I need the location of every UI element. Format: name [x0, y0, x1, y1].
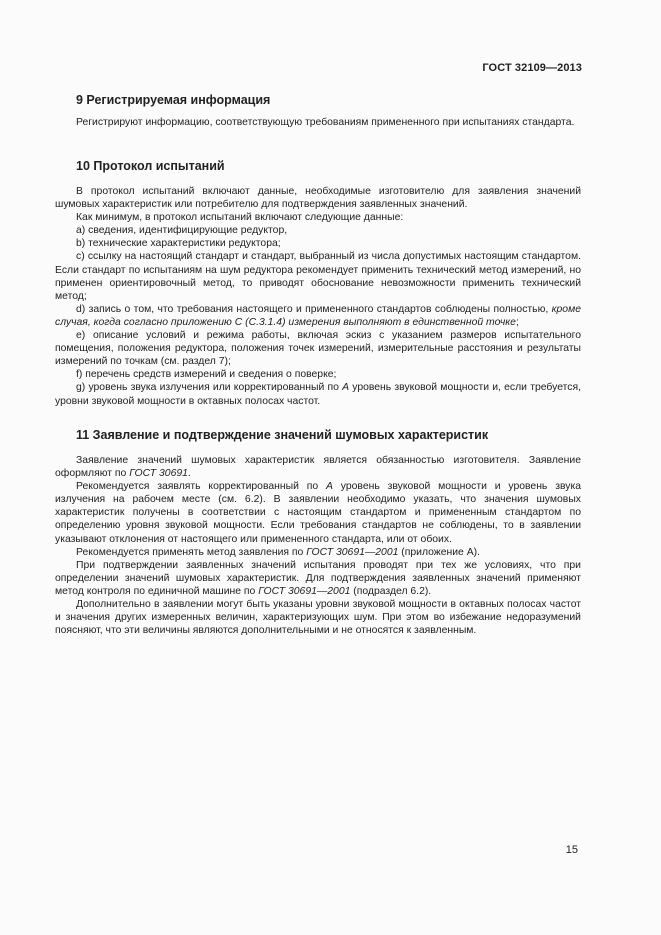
p4-text: При подтверждении заявленных значений испытания проводят при тех же условиях, что при определении значений шумовых характеристик. Для подтверждения заявленных значений применяют метод контроля по единичной машине по — [55, 559, 581, 597]
section-10 — [55, 158, 581, 408]
section-11-title: 11 Заявление и подтверждение значений шумовых характеристик — [76, 428, 489, 442]
section-11-paragraph-4 — [55, 559, 581, 598]
list-item-g-italic: А — [342, 382, 350, 394]
section-10-paragraph-1: В протокол испытаний включают данные, необходимые изготовителю для заявления значений шумовых характеристик или потребителю для подтверждения заявленных значений. — [55, 186, 581, 211]
p3-italic: ГОСТ 30691—2001 — [306, 546, 399, 558]
section-11-paragraph-2 — [55, 480, 581, 545]
list-item-f: f) перечень средств измерений и сведения о поверке; — [76, 369, 337, 381]
p4-end: (подраздел 6.2). — [350, 585, 432, 597]
list-item-g — [55, 381, 581, 407]
section-11-paragraph-1 — [55, 454, 581, 480]
p3-text: Рекомендуется применять метод заявления по — [76, 546, 307, 558]
p3-end: (приложение А). — [398, 546, 481, 558]
list-item-d-end: ; — [515, 316, 519, 328]
section-9 — [55, 92, 581, 129]
list-item-d-italic: кроме случая, когда согласно приложению С (С.3.1.4) измерения выполняют в единственной точке — [55, 303, 581, 328]
p1-text: Заявление значений шумовых характеристик является обязанностью изготовителя. Заявление оформляют по — [55, 455, 581, 480]
p2-end: уровень звуковой мощности и уровень звука излучения на рабочем месте (см. 6.2). В заявлении необходимо указать, что значения шумовых характеристик получены в соответствии с настоящим стандартом и примененным стандартом по определению уровня звуковой мощности. Если требования стандартов не соблюдены, то в заявлении указывают отклонения от настоящего или примененного стандарта, или от обоих. — [55, 481, 581, 545]
p1-italic: ГОСТ 30691 — [129, 468, 188, 480]
p4-italic: ГОСТ 30691—2001 — [258, 585, 351, 597]
section-11-paragraph-5: Дополнительно в заявлении могут быть указаны уровни звуковой мощности в октавных полосах частот и значения других измеренных величин, характеризующих шум. При этом во избежание недоразумений поясняют, что эти величины являются дополнительными и не относятся к заявленным. — [55, 599, 581, 637]
list-item-g-end: уровень звуковой мощности и, если требуется, уровни звуковой мощности в октавных полосах частот. — [55, 382, 581, 407]
section-11-paragraph-3 — [55, 546, 581, 559]
section-9-paragraph: Регистрируют информацию, соответствующую требованиям примененного при испытаниях стандарта. — [76, 117, 575, 128]
p2-text: Рекомендуется заявлять корректированный по — [76, 481, 326, 493]
list-item-c: c) ссылку на настоящий стандарт и стандарт, выбранный из числа допустимых настоящим стандартом. Если стандарт по испытаниям на шум редуктора рекомендует применить технический метод измерений, но применен ориентировочный метод, то приводят обоснование невозможности применить технический метод; — [55, 251, 581, 302]
section-10-title: 10 Протокол испытаний — [76, 159, 225, 173]
list-item-e: e) описание условий и режима работы, включая эскиз с указанием размеров испытательного помещения, положения редуктора, положения точек измерений, измерительные расстояния и результаты измерений по точкам (см. раздел 7); — [55, 330, 581, 368]
p1-end: . — [187, 468, 191, 480]
page-number: 15 — [565, 844, 578, 856]
list-item-d — [55, 303, 581, 329]
list-item-d-text: d) запись о том, что требования настоящего и примененного стандартов соблюдены полностью, — [76, 303, 552, 315]
section-10-paragraph-2: Как минимум, в протокол испытаний включают следующие данные: — [76, 212, 404, 224]
section-11 — [55, 427, 581, 637]
document-code: ГОСТ 32109—2013 — [482, 62, 582, 74]
section-9-title: 9 Регистрируемая информация — [76, 93, 271, 107]
list-item-b: b) технические характеристики редуктора; — [76, 238, 281, 250]
list-item-a: a) сведения, идентифицирующие редуктор, — [76, 225, 288, 237]
list-item-g-text: g) уровень звука излучения или корректированный по — [76, 382, 343, 394]
p2-italic: А — [326, 481, 333, 493]
